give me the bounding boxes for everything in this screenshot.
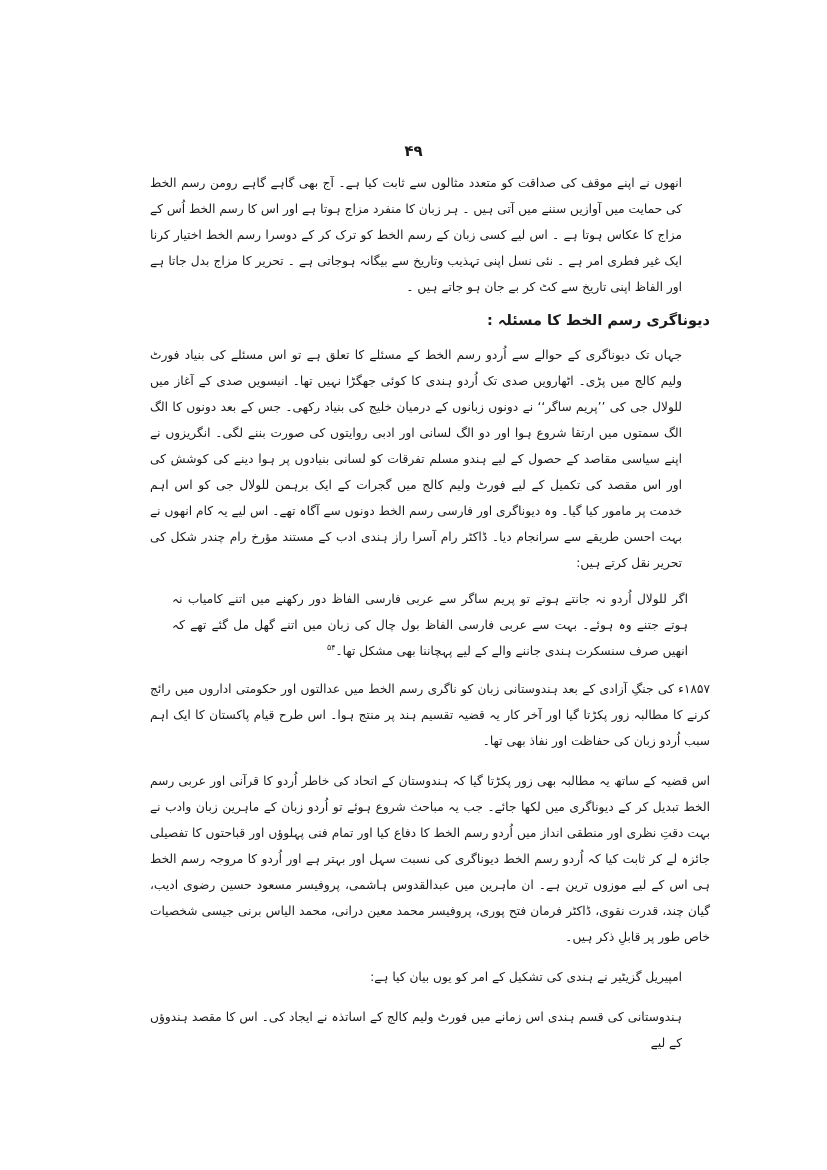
paragraph-opening: انھوں نے اپنے موقف کی صداقت کو متعدد مثالوں سے ثابت کیا ہے۔ آج بھی گاہے گاہے رومن رسم الخط کی حمایت میں آوازیں سننے میں آتی ہیں ۔ ہر زبان کا منفرد مزاج ہوتا ہے اور اس کا رسم الخط اُس کے مزاج کا عکاس ہوتا ہے ۔ اس لیے کسی زبان کے رسم الخط کو ترک کر کے دوسرا رسم الخط اختیار کرنا ایک غیر فطری امر ہے ۔ نئی نسل اپنی تہذیب وتاریخ سے بیگانہ ہوجاتی ہے ۔ تحریر کا مزاج بدل جاتا ہے اور الفاظ اپنی تاریخ سے کٹ کر بے جان ہو جاتے ہیں ۔ [150, 176, 682, 294]
paragraph-gazetteer-quote: ہندوستانی کی قسم ہندی اس زمانے میں فورٹ ولیم کالج کے اساتذہ نے ایجاد کی۔ اس کا مقصد ہندوؤں کے لیے [150, 1010, 682, 1050]
block-quote [172, 586, 688, 664]
paragraph-devanagari: جہاں تک دیوناگری کے حوالے سے اُردو رسم الخط کے مسئلے کا تعلق ہے تو اس مسئلے کی بنیاد فورٹ ولیم کالج میں پڑی۔ اٹھارویں صدی تک اُردو ہندی کا کوئی جھگڑا نہیں تھا۔ انیسویں صدی کے آغاز میں للولال جی کی ’’پریم ساگر‘‘ نے دونوں زبانوں کے درمیان خلیج کی بنیاد رکھی۔ جس کے بعد دونوں کا الگ الگ سمتوں میں ارتقا شروع ہوا اور دو الگ لسانی اور ادبی روایتوں کی صورت بننے لگی۔ انگریزوں نے اپنے سیاسی مقاصد کے حصول کے لیے ہندو مسلم تفرقات کو لسانی بنیادوں پر ہوا دینے کی کوشش کی اور اس مقصد کی تکمیل کے لیے فورٹ ولیم کالج میں گجرات کے ایک برہمن للولال جی کو اس اہم خدمت پر مامور کیا گیا۔ وہ دیوناگری اور فارسی رسم الخط دونوں سے آگاہ تھے۔ اس لیے یہ کام انھوں نے بہت احسن طریقے سے سرانجام دیا۔ ڈاکٹر رام آسرا راز ہندی ادب کے مستند مؤرخ رام چندر شکل کی تحریر نقل کرتے ہیں: [150, 348, 682, 570]
footnote-marker: ۵۴ [326, 642, 336, 652]
page-body [150, 170, 710, 1056]
page-number: ۴۹ [404, 142, 423, 160]
section-heading: دیوناگری رسم الخط کا مسئلہ : [487, 313, 710, 329]
block-quote-text: اگر للولال اُردو نہ جانتے ہوتے تو پریم ساگر سے عربی فارسی الفاظ دور رکھنے میں اتنے کامیاب نہ ہوتے جتنے وہ ہوئے۔ بہت سے عربی فارسی الفاظ بول چال کی زبان میں اتنے گھل مل گئے تھے کہ انھیں صرف سنسکرت ہندی جاننے والے کے لیے پہچاننا بھی مشکل تھا۔ [172, 592, 688, 658]
paragraph-gazetteer-intro: امپیریل گزیٹیر نے ہندی کی تشکیل کے امر کو یوں بیان کیا ہے: [370, 970, 682, 984]
paragraph-independence: ۱۸۵۷ء کی جنگِ آزادی کے بعد ہندوستانی زبان کو ناگری رسم الخط میں عدالتوں اور حکومتی اداروں میں رائج کرنے کا مطالبہ زور پکڑتا گیا اور آخر کار یہ قضیہ تقسیم ہند پر منتج ہوا۔ اس طرح قیام پاکستان کا ایک اہم سبب اُردو زبان کی حفاظت اور نفاذ بھی تھا۔ [150, 682, 710, 748]
paragraph-debate: اس قضیہ کے ساتھ یہ مطالبہ بھی زور پکڑتا گیا کہ ہندوستان کے اتحاد کی خاطر اُردو کا قرآنی اور عربی رسم الخط تبدیل کر کے دیوناگری میں لکھا جائے۔ جب یہ مباحث شروع ہوئے تو اُردو زبان کے ماہرین زبان وادب نے بہت دقتِ نظری اور منطقی انداز میں اُردو رسم الخط کا دفاع کیا اور تمام فنی پہلوؤں اور قباحتوں کا تفصیلی جائزہ لے کر ثابت کیا کہ اُردو رسم الخط دیوناگری کی نسبت سہل اور بہتر ہے اور اُردو کا مروجہ رسم الخط ہی اس کے لیے موزوں ترین ہے۔ ان ماہرین میں عبدالقدوس ہاشمی، پروفیسر مسعود حسین رضوی ادیب، گیان چند، قدرت نقوی، ڈاکٹر فرمان فتح پوری، پروفیسر محمد معین درانی، محمد الیاس برنی جیسی شخصیات خاص طور پر قابلِ ذکر ہیں۔ [150, 774, 710, 944]
